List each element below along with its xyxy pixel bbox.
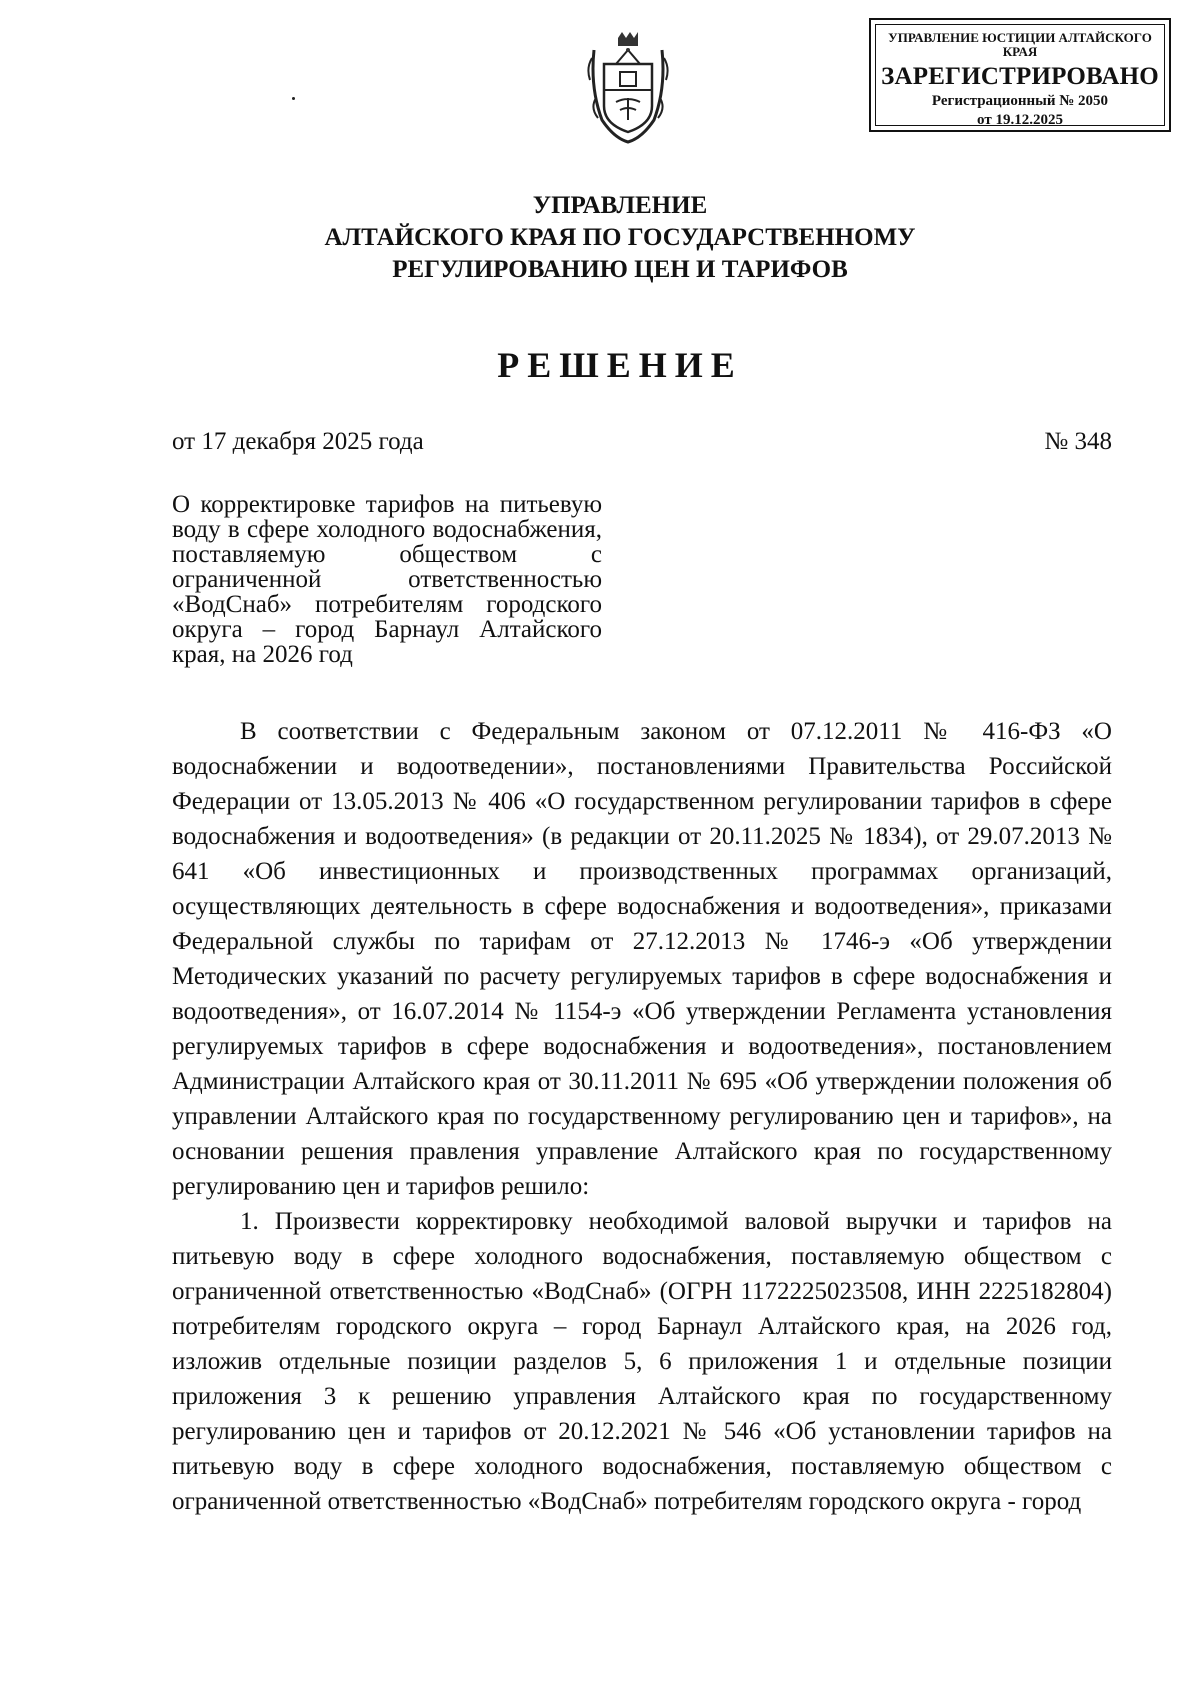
registration-stamp xyxy=(869,18,1171,132)
stamp-status: ЗАРЕГИСТРИРОВАНО xyxy=(881,63,1159,90)
coat-of-arms-icon xyxy=(580,28,676,148)
stamp-inner-border xyxy=(875,24,1165,126)
document-body xyxy=(172,714,1112,1519)
document-number: № 348 xyxy=(1044,428,1112,455)
body-paragraph-1: В соответствии с Федеральным законом от 07.12.2011 № 416-ФЗ «О водоснабжении и водоотведении», постановлениями Правительства Российской Федерации от 13.05.2013 № 406 «О государственном регулировании тарифов в сфере водоснабжения и водоотведения» (в редакции от 20.11.2025 № 1834), от 29.07.2013 № 641 «Об инвестиционных и производственных программах организаций, осуществляющих деятельность в сфере водоснабжения и водоотведения», приказами Федеральной службы по тарифам от 27.12.2013 № 1746-э «Об утверждении Методических указаний по расчету регулируемых тарифов в сфере водоснабжения и водоотведения», от 16.07.2014 № 1154-э «Об утверждении Регламента установления регулируемых тарифов в сфере водоснабжения и водоотведения», постановлением Администрации Алтайского края от 30.11.2011 № 695 «Об утверждении положения об управлении Алтайского края по государственному регулированию цен и тарифов», на основании решения правления управление Алтайского края по государственному регулированию цен и тарифов решило: xyxy=(172,718,1112,1200)
stamp-org: УПРАВЛЕНИЕ ЮСТИЦИИ АЛТАЙСКОГО КРАЯ xyxy=(888,30,1152,59)
document-title: РЕШЕНИЕ xyxy=(497,345,743,385)
document-date: от 17 декабря 2025 года xyxy=(172,428,424,455)
authority-header xyxy=(200,190,1040,286)
header-line-2: АЛТАЙСКОГО КРАЯ ПО ГОСУДАРСТВЕННОМУ xyxy=(324,224,916,251)
body-paragraph-2: 1. Произвести корректировку необходимой валовой выручки и тарифов на питьевую воду в сфере холодного водоснабжения, поставляемую обществом с ограниченной ответственностью «ВодСнаб» (ОГРН 1172225023508, ИНН 2225182804) потребителям городского округа – город Барнаул Алтайского края, на 2026 год, изложив отдельные позиции разделов 5, 6 приложения 1 и отдельные позиции приложения 3 к решению управления Алтайского края по государственному регулированию цен и тарифов от 20.12.2021 № 546 «Об установлении тарифов на питьевую воду в сфере холодного водоснабжения, поставляемую обществом с ограниченной ответственностью «ВодСнаб» потребителям городского округа - город xyxy=(172,1208,1112,1515)
document-subject: О корректировке тарифов на питьевую воду в сфере холодного водоснабжения, поставляемую обществом с ограниченной ответственностью «ВодСнаб» потребителям городского округа – город Барнаул Алтайского края, на 2026 год xyxy=(172,491,602,668)
scan-speck xyxy=(292,97,295,100)
header-line-3: РЕГУЛИРОВАНИЮ ЦЕН И ТАРИФОВ xyxy=(392,256,848,283)
stamp-reg-date: от 19.12.2025 xyxy=(977,112,1063,128)
stamp-reg-number: Регистрационный № 2050 xyxy=(931,93,1109,109)
header-line-1: УПРАВЛЕНИЕ xyxy=(532,192,708,219)
